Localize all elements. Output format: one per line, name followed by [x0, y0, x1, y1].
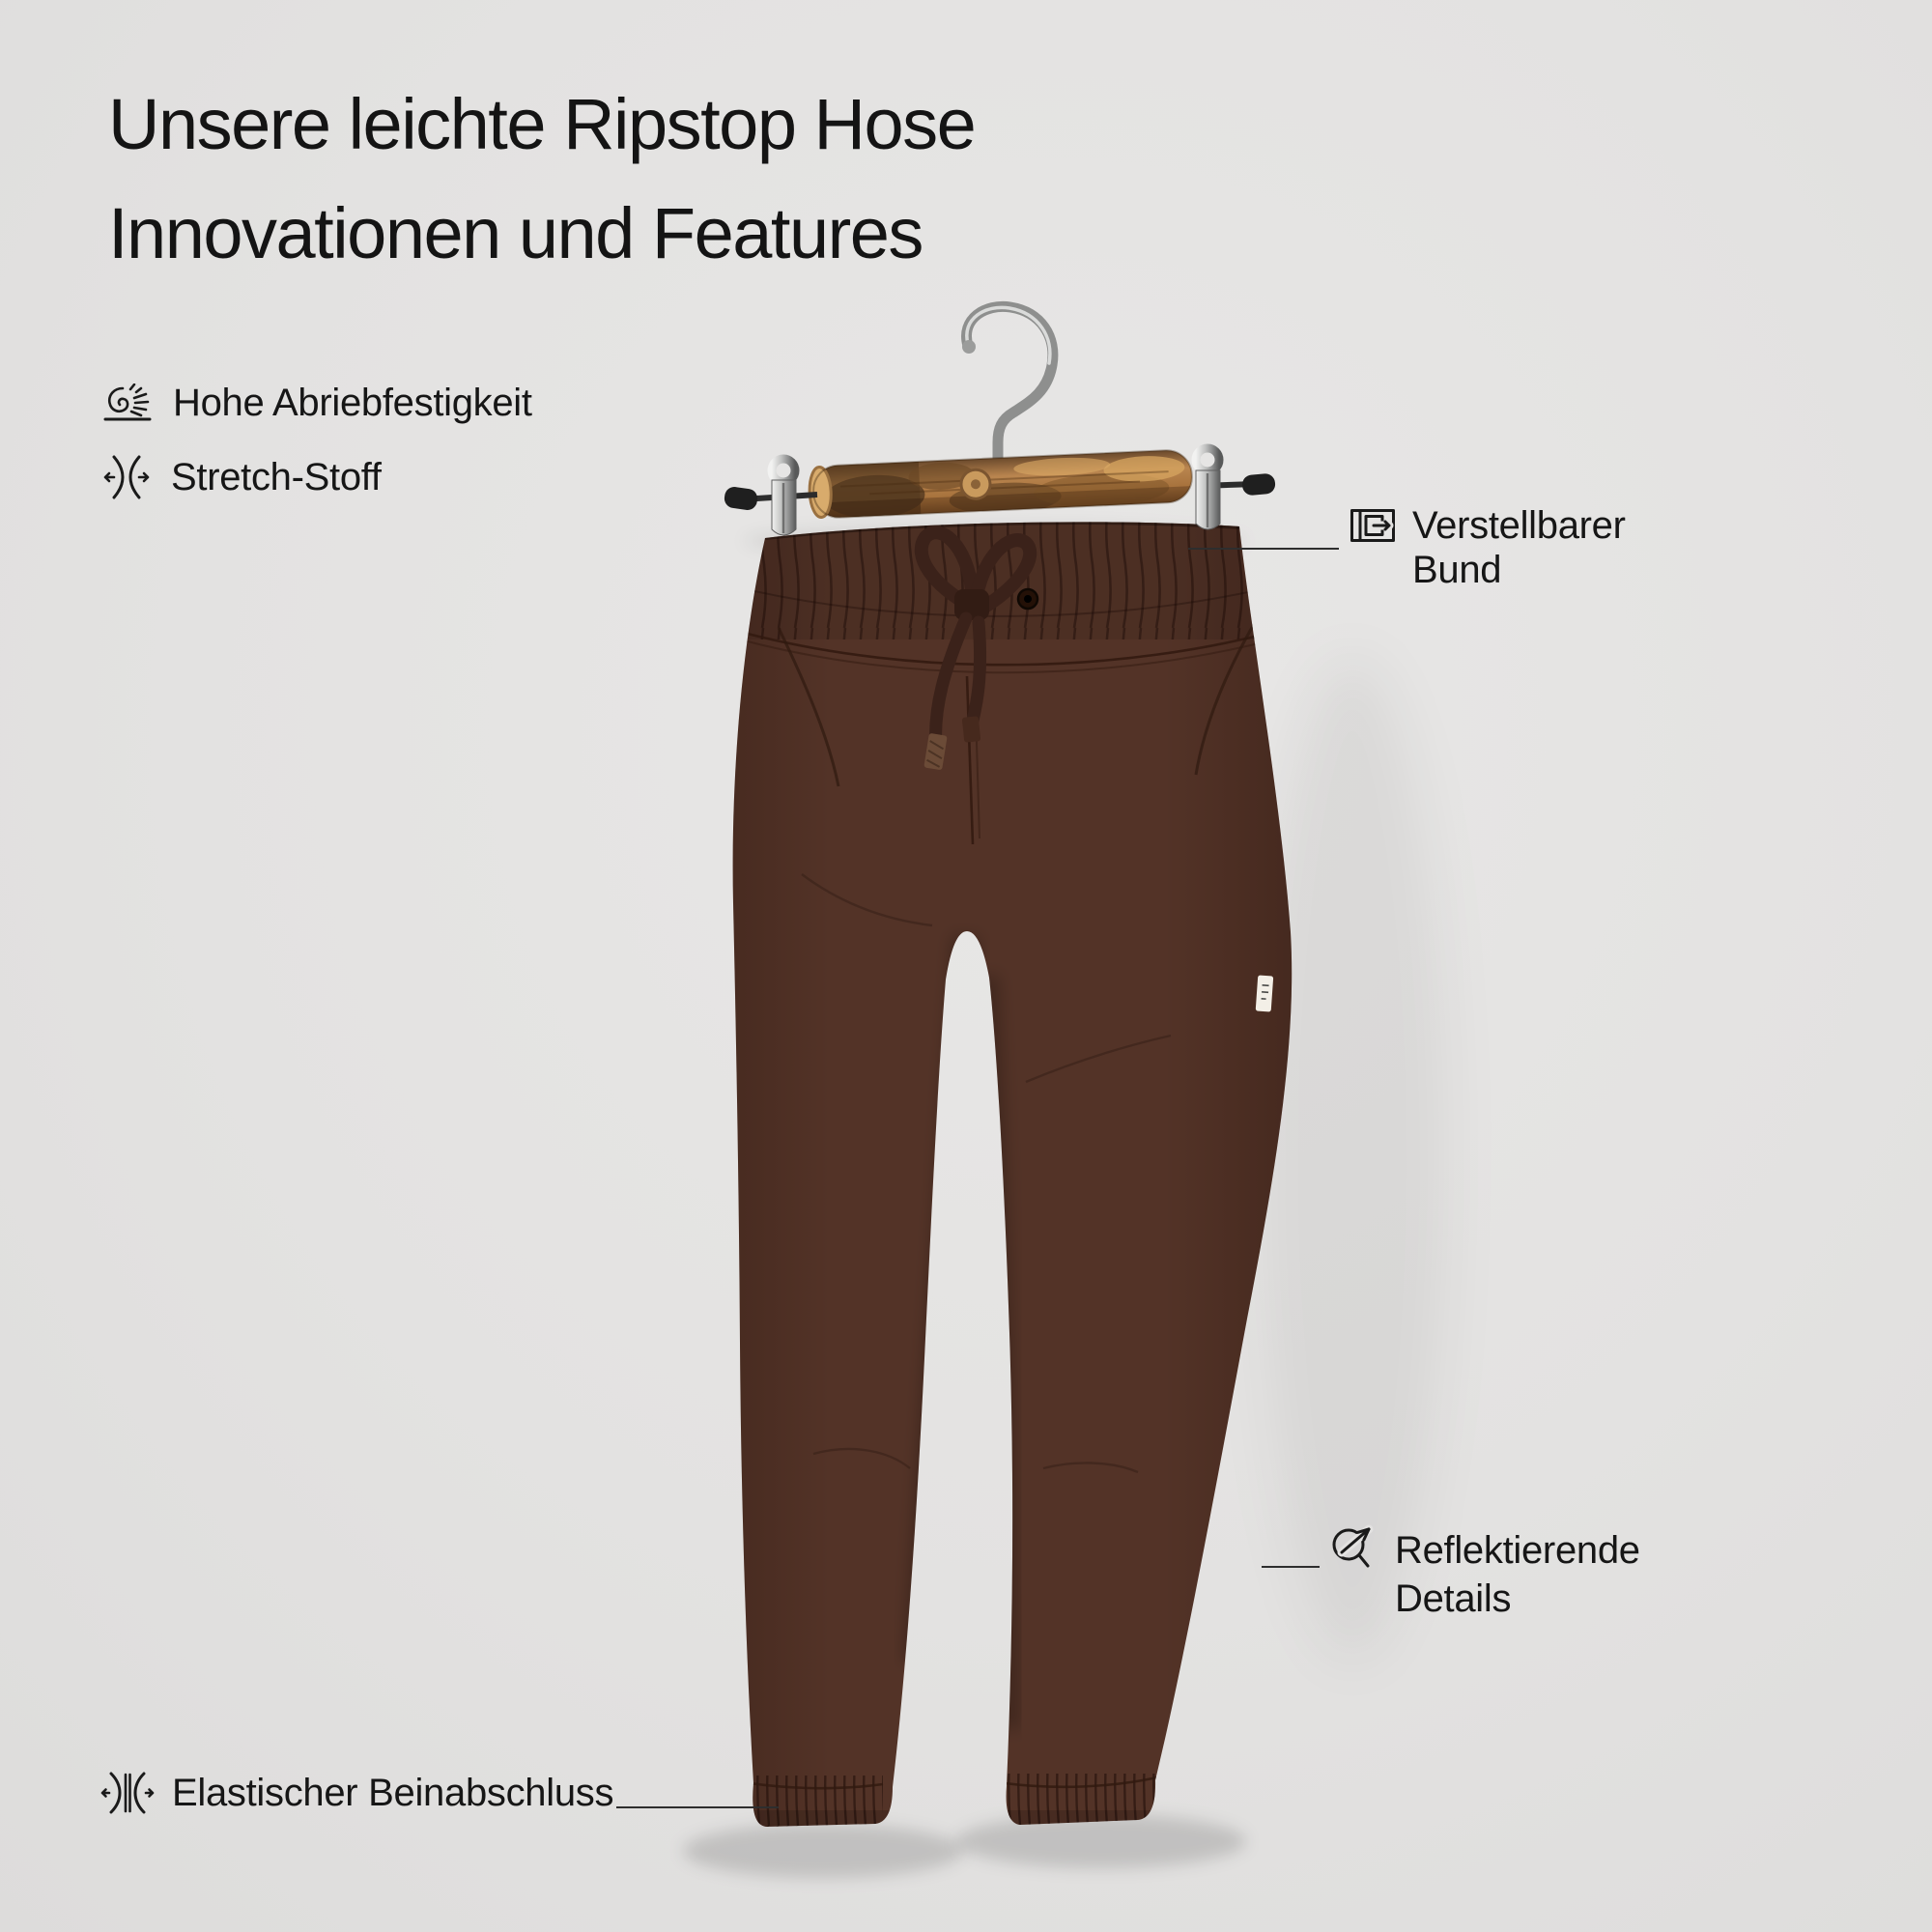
- hanger-clip-left: [724, 459, 817, 535]
- callout-waistband-line2: Bund: [1412, 549, 1502, 591]
- reflective-details-icon: [1329, 1522, 1378, 1573]
- adjustable-waistband-icon: [1350, 509, 1395, 542]
- elastic-cuff-icon: [100, 1772, 155, 1814]
- pants: [715, 502, 1333, 1855]
- callout-cuff: [100, 1771, 613, 1815]
- callout-cuff-label: Elastischer Beinabschluss: [172, 1772, 614, 1814]
- stretch-fabric-icon: [102, 455, 151, 499]
- hanger-clip-right: [1196, 448, 1276, 529]
- feature-stretch: [102, 455, 382, 499]
- callout-waistband: [1350, 503, 1626, 592]
- feature-abrasion-label: Hohe Abriebfestigkeit: [173, 382, 532, 424]
- callout-reflective-line2: Details: [1395, 1577, 1512, 1620]
- callout-reflective-line1: Reflektierende: [1395, 1529, 1640, 1572]
- hanger-wood-bar: [809, 449, 1193, 523]
- callout-reflective: [1329, 1526, 1640, 1623]
- callout-waistband-line1: Verstellbarer: [1412, 504, 1626, 547]
- feature-stretch-label: Stretch-Stoff: [171, 456, 382, 498]
- page-title-line2: Innovationen und Features: [108, 193, 923, 273]
- abrasion-resistance-icon: [102, 384, 153, 422]
- page-title-line1: Unsere leichte Ripstop Hose: [108, 84, 976, 164]
- waistband-connector-line: [1188, 548, 1339, 550]
- brand-tag: [1256, 975, 1274, 1011]
- feature-abrasion: [102, 381, 532, 425]
- reflective-connector-line: [1262, 1566, 1320, 1568]
- page-title: [108, 70, 975, 288]
- cuff-connector-line: [616, 1806, 779, 1808]
